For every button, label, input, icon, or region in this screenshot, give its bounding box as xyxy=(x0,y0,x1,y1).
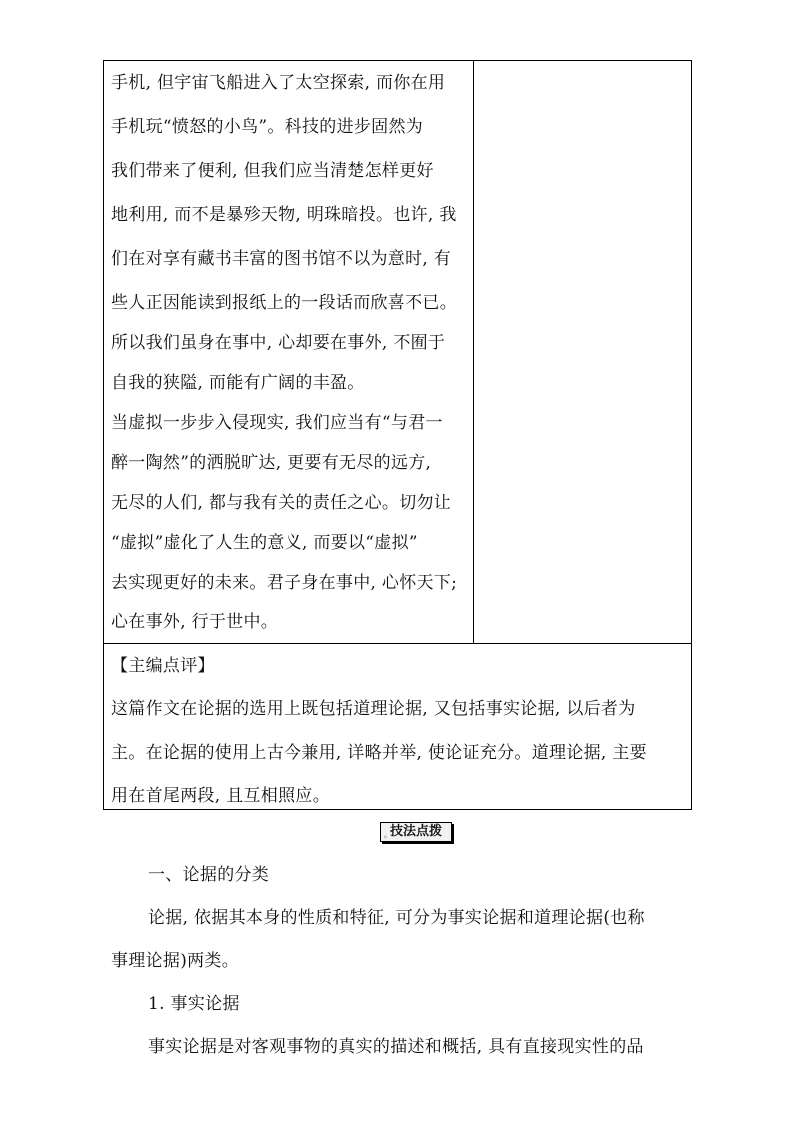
essay-line: 自我的狭隘, 而能有广阔的丰盈。 xyxy=(111,373,365,393)
badge-label: 技法点拨 xyxy=(389,824,442,839)
essay-line: “虚拟”虚化了人生的意义, 而要以“虚拟” xyxy=(111,533,418,553)
essay-line: 无尽的人们, 都与我有关的责任之心。切勿让 xyxy=(111,493,452,513)
essay-line: 当虚拟一步步入侵现实, 我们应当有“与君一 xyxy=(111,413,443,433)
essay-table-column-divider xyxy=(473,60,474,644)
essay-line: 所以我们虽身在事中, 心却要在事外, 不囿于 xyxy=(111,333,446,353)
technique-badge xyxy=(380,822,452,842)
paragraph-line: 事实论据是对客观事物的真实的描述和概括, 具有直接现实性的品 xyxy=(148,1037,644,1057)
essay-line: 醉一陶然”的洒脱旷达, 更要有无尽的远方, xyxy=(111,453,432,473)
comment-line: 主。在论据的使用上古今兼用, 详略并举, 使论证充分。道理论据, 主要 xyxy=(111,743,647,763)
subsection-title: 1. 事实论据 xyxy=(148,994,240,1014)
essay-line-last: 心在事外, 行于世中。 xyxy=(111,612,279,632)
essay-line: 我们带来了便利, 但我们应当清楚怎样更好 xyxy=(111,161,434,181)
essay-line: 些人正因能读到报纸上的一段话而欣喜不已。 xyxy=(111,293,457,313)
comment-line: 用在首尾两段, 且互相照应。 xyxy=(111,786,331,806)
paragraph-line: 论据, 依据其本身的性质和特征, 可分为事实论据和道理论据(也称 xyxy=(148,908,645,928)
comment-line: 这篇作文在论据的选用上既包括道理论据, 又包括事实论据, 以后者为 xyxy=(111,699,636,719)
paragraph-line: 事理论据)两类。 xyxy=(111,951,240,971)
badge-mark-icon: ◦ xyxy=(383,833,388,842)
essay-line: 去实现更好的未来。君子身在事中, 心怀天下; xyxy=(111,573,458,593)
essay-line: 手机, 但宇宙飞船进入了太空探索, 而你在用 xyxy=(111,73,446,93)
essay-line: 手机玩“愤怒的小鸟”。科技的进步固然为 xyxy=(111,117,424,137)
essay-line: 们在对享有藏书丰富的图书馆不以为意时, 有 xyxy=(111,249,452,269)
essay-line: 地利用, 而不是暴殄天物, 明珠暗投。也许, 我 xyxy=(111,205,457,225)
section-title: 一、论据的分类 xyxy=(148,865,270,885)
comment-heading: 【主编点评】 xyxy=(111,656,215,676)
